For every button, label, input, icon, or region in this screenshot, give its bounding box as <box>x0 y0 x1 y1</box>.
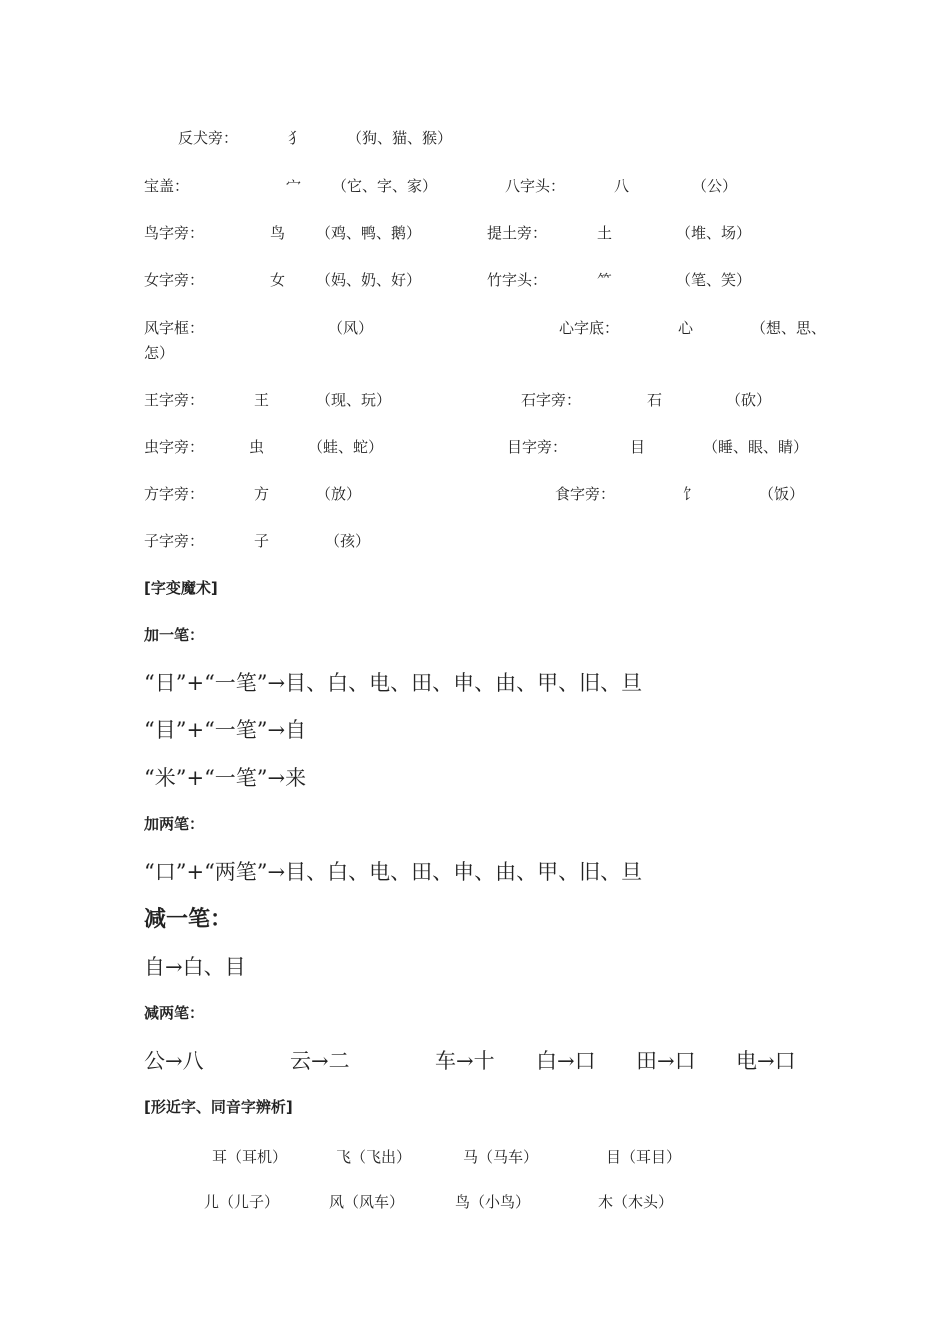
similar-item: 马（马车） <box>463 1148 539 1166</box>
minus-one-heading: 减一笔： <box>144 907 233 932</box>
add-one-line: “目”+“一笔”→自 <box>144 718 307 742</box>
radical-char: 虫 <box>249 438 265 456</box>
radical-examples-wrap: 怎） <box>144 344 175 362</box>
radical-char: 王 <box>254 391 270 409</box>
radical-char: 饣 <box>683 485 699 503</box>
minus-two-heading: 减两笔： <box>144 1004 205 1022</box>
radical-char: 犭 <box>288 129 304 147</box>
radical-name: 石字旁： <box>521 391 582 409</box>
radical-name: 鸟字旁： <box>144 224 205 242</box>
radical-name: 风字框： <box>144 319 205 337</box>
minus-two-item: 白→口 <box>536 1049 596 1073</box>
similar-item: 飞（飞出） <box>336 1148 412 1166</box>
radical-name: 竹字头： <box>487 271 548 289</box>
minus-one-line: 自→白、目 <box>144 955 246 979</box>
radical-examples: （风） <box>328 319 374 337</box>
radical-char: 石 <box>647 391 663 409</box>
radical-char: 心 <box>678 319 694 337</box>
radical-examples: （狗、猫、猴） <box>347 129 453 147</box>
radical-examples: （饭） <box>759 485 805 503</box>
radical-name: 子字旁： <box>144 532 205 550</box>
radical-examples: （堆、场） <box>676 224 752 242</box>
radical-examples: （公） <box>692 177 738 195</box>
radical-examples: （妈、奶、好） <box>316 271 422 289</box>
similar-item: 耳（耳机） <box>212 1148 288 1166</box>
radical-name: 虫字旁： <box>144 438 205 456</box>
radical-examples: （笔、笑） <box>676 271 752 289</box>
radical-examples: （它、字、家） <box>332 177 438 195</box>
radical-examples: （放） <box>316 485 362 503</box>
add-two-heading: 加两笔： <box>144 815 205 833</box>
similar-item: 鸟（小鸟） <box>455 1193 531 1211</box>
section-heading-similar: [形近字、同音字辨析] <box>144 1098 293 1116</box>
radical-name: 宝盖： <box>144 177 190 195</box>
radical-examples: （孩） <box>325 532 371 550</box>
minus-two-item: 车→十 <box>435 1049 495 1073</box>
radical-examples: （想、思、 <box>751 319 827 337</box>
radical-char: ⺮ <box>597 271 613 289</box>
radical-examples: （砍） <box>726 391 772 409</box>
radical-char: 八 <box>614 177 630 195</box>
radical-name: 王字旁： <box>144 391 205 409</box>
radical-char: 宀 <box>286 177 302 195</box>
radical-name: 食字旁： <box>555 485 616 503</box>
radical-examples: （现、玩） <box>316 391 392 409</box>
similar-item: 儿（儿子） <box>204 1193 280 1211</box>
add-one-line: “日”+“一笔”→目、白、电、田、申、由、甲、旧、旦 <box>144 671 643 695</box>
radical-char: 目 <box>630 438 646 456</box>
minus-two-item: 公→八 <box>144 1049 204 1073</box>
minus-two-item: 田→口 <box>636 1049 696 1073</box>
section-heading-magic: [字变魔术] <box>144 579 218 597</box>
radical-name: 提土旁： <box>487 224 548 242</box>
radical-char: 女 <box>270 271 286 289</box>
similar-item: 风（风车） <box>329 1193 405 1211</box>
radical-char: 子 <box>254 532 270 550</box>
minus-two-item: 电→口 <box>736 1049 796 1073</box>
minus-two-item: 云→二 <box>290 1049 350 1073</box>
radical-char: 鸟 <box>270 224 286 242</box>
radical-examples: （睡、眼、睛） <box>703 438 809 456</box>
radical-examples: （鸡、鸭、鹅） <box>316 224 422 242</box>
radical-examples: （蛙、蛇） <box>308 438 384 456</box>
radical-name: 心字底： <box>559 319 620 337</box>
radical-char: 土 <box>597 224 613 242</box>
radical-name: 目字旁： <box>507 438 568 456</box>
radical-name: 女字旁： <box>144 271 205 289</box>
radical-name: 八字头： <box>505 177 566 195</box>
radical-char: 方 <box>254 485 270 503</box>
similar-item: 木（木头） <box>598 1193 674 1211</box>
similar-item: 目（耳目） <box>606 1148 682 1166</box>
add-one-heading: 加一笔： <box>144 626 205 644</box>
radical-name: 反犬旁： <box>178 129 239 147</box>
add-two-line: “口”+“两笔”→目、白、电、田、申、由、甲、旧、旦 <box>144 860 643 884</box>
radical-name: 方字旁： <box>144 485 205 503</box>
add-one-line: “米”+“一笔”→来 <box>144 766 307 790</box>
